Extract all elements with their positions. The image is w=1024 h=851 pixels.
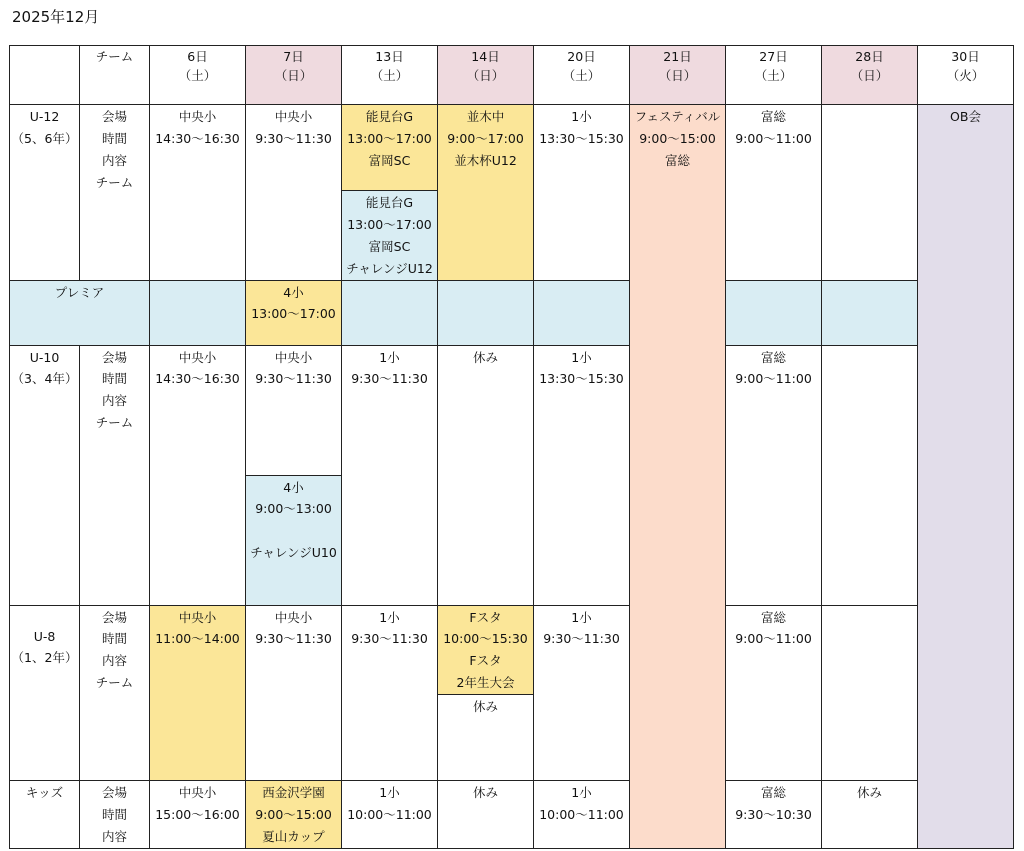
cell-kids-d6: 中央小 15:00～16:00 — [150, 781, 246, 849]
cell-u10-d28 — [822, 345, 918, 605]
header-day-holiday: 7日 （日） — [246, 46, 342, 105]
row-labels: 会場 時間 内容 チーム — [80, 105, 150, 281]
cell-u8-d27: 富総 9:00～11:00 — [726, 605, 822, 781]
cell-festival: フェスティバル 9:00～15:00 富総 — [630, 105, 726, 849]
cell-kids-d14: 休み — [438, 781, 534, 849]
cell-u8-d13: 1小 9:30～11:30 — [342, 605, 438, 781]
kids-row — [10, 781, 1014, 849]
cell-kids-d27: 富総 9:30～10:30 — [726, 781, 822, 849]
cell-premier-d13 — [342, 280, 438, 345]
cell-premier-d7: 4小 13:00～17:00 — [246, 280, 342, 345]
group-u8: U-8 （1、2年） — [10, 605, 80, 781]
cell-u12-d20: 1小 13:30～15:30 — [534, 105, 630, 281]
cell-u10-d7: 中央小 9:30～11:30 — [246, 345, 342, 475]
cell-premier-d27 — [726, 280, 822, 345]
cell-kids-d28: 休み — [822, 781, 918, 849]
header-team-label: チーム — [80, 46, 150, 105]
cell-u12-d13-challenge: 能見台G 13:00～17:00 富岡SC チャレンジU12 — [342, 191, 438, 281]
schedule-table — [9, 45, 1014, 849]
cell-premier-d14 — [438, 280, 534, 345]
cell-u8-d28 — [822, 605, 918, 781]
cell-ob-meeting: OB会 — [918, 105, 1014, 849]
cell-u10-d7-challenge: 4小 9:00～13:00 チャレンジU10 — [246, 475, 342, 605]
cell-u12-d28 — [822, 105, 918, 281]
header-corner — [10, 46, 80, 105]
cell-u12-d7: 中央小 9:30～11:30 — [246, 105, 342, 281]
cell-u12-d13-match: 能見台G 13:00～17:00 富岡SC — [342, 105, 438, 191]
header-day: 13日 （土） — [342, 46, 438, 105]
page-title: 2025年12月 — [12, 8, 100, 26]
row-labels: 会場 時間 内容 チーム — [80, 345, 150, 605]
header-day: 30日 （火） — [918, 46, 1014, 105]
header-day-holiday: 28日 （日） — [822, 46, 918, 105]
cell-u10-d14: 休み — [438, 345, 534, 605]
header-day-holiday: 14日 （日） — [438, 46, 534, 105]
u10-row — [10, 345, 1014, 475]
header-day: 6日 （土） — [150, 46, 246, 105]
group-u10: U-10 （3、4年） — [10, 345, 80, 605]
premier-row — [10, 280, 1014, 345]
cell-u10-d27: 富総 9:00～11:00 — [726, 345, 822, 605]
cell-u8-d14-match: Fスタ 10:00～15:30 Fスタ 2年生大会 — [438, 605, 534, 695]
header-day: 27日 （土） — [726, 46, 822, 105]
cell-u8-d6: 中央小 11:00～14:00 — [150, 605, 246, 781]
header-day: 20日 （土） — [534, 46, 630, 105]
row-labels: 会場 時間 内容 — [80, 781, 150, 849]
group-u12: U-12 （5、6年） — [10, 105, 80, 281]
cell-premier-d20 — [534, 280, 630, 345]
cell-u12-d27: 富総 9:00～11:00 — [726, 105, 822, 281]
cell-kids-d7: 西金沢学園 9:00～15:00 夏山カップ — [246, 781, 342, 849]
cell-kids-d20: 1小 10:00～11:00 — [534, 781, 630, 849]
cell-kids-d13: 1小 10:00～11:00 — [342, 781, 438, 849]
cell-u8-d14-off: 休み — [438, 695, 534, 781]
cell-premier-d6 — [150, 280, 246, 345]
header-day-holiday: 21日 （日） — [630, 46, 726, 105]
cell-u10-d13: 1小 9:30～11:30 — [342, 345, 438, 605]
group-premier: プレミア — [10, 280, 150, 345]
cell-premier-d28 — [822, 280, 918, 345]
cell-u10-d6: 中央小 14:30～16:30 — [150, 345, 246, 605]
cell-u8-d7: 中央小 9:30～11:30 — [246, 605, 342, 781]
cell-u12-d6: 中央小 14:30～16:30 — [150, 105, 246, 281]
cell-u8-d20: 1小 9:30～11:30 — [534, 605, 630, 781]
group-kids: キッズ — [10, 781, 80, 849]
cell-u10-d20: 1小 13:30～15:30 — [534, 345, 630, 605]
cell-u12-d14: 並木中 9:00～17:00 並木杯U12 — [438, 105, 534, 281]
header-row — [10, 46, 1014, 105]
u12-row — [10, 105, 1014, 191]
u8-row — [10, 605, 1014, 695]
row-labels: 会場 時間 内容 チーム — [80, 605, 150, 781]
